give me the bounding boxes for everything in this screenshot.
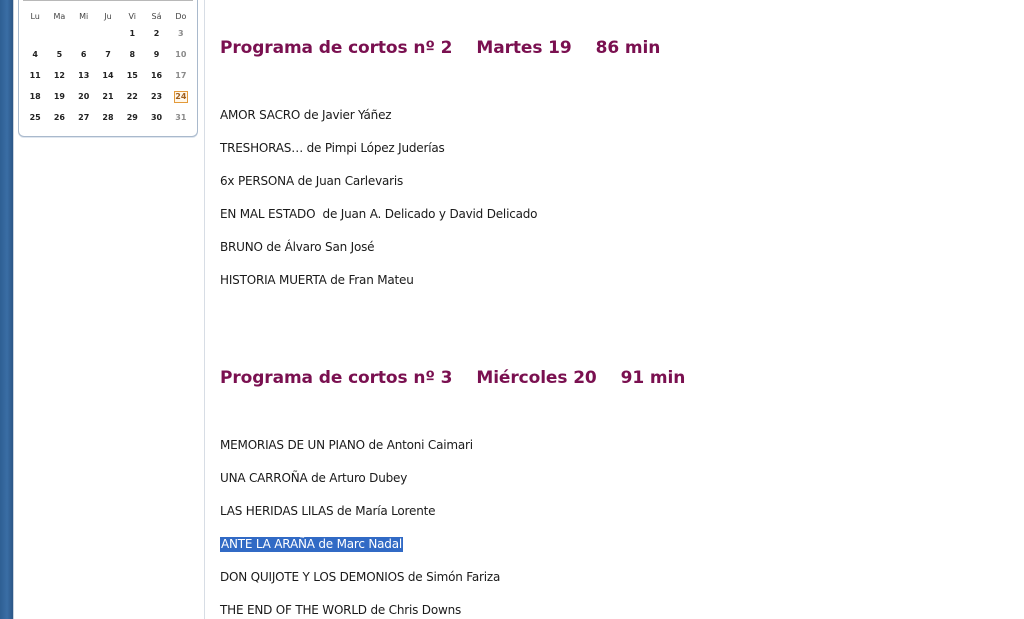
- program-heading: [220, 38, 660, 58]
- calendar-day[interactable]: 2: [153, 29, 160, 38]
- calendar-day[interactable]: 9: [153, 50, 160, 59]
- calendar-day[interactable]: 1: [129, 29, 136, 38]
- weekday-label: Ju: [104, 11, 112, 21]
- calendar-week-row: [23, 65, 193, 86]
- calendar-day[interactable]: 31: [175, 113, 187, 122]
- window-frame-strip: [0, 0, 13, 619]
- main-content: [220, 0, 1010, 619]
- program-duration: 91 min: [620, 368, 686, 388]
- program-title: Programa de cortos nº 2: [220, 38, 453, 58]
- calendar-day[interactable]: 26: [53, 113, 65, 122]
- calendar-day[interactable]: 11: [29, 71, 41, 80]
- short-film-item: LAS HERIDAS LILAS de María Lorente: [220, 504, 436, 518]
- short-film-item: MEMORIAS DE UN PIANO de Antoni Caimari: [220, 438, 473, 452]
- short-film-item: DON QUIJOTE Y LOS DEMONIOS de Simón Fariza: [220, 570, 501, 584]
- weekday-label: Do: [175, 11, 187, 21]
- calendar-day[interactable]: 20: [78, 92, 90, 101]
- short-film-item: EN MAL ESTADO de Juan A. Delicado y David Delicado: [220, 207, 538, 221]
- calendar-day[interactable]: 21: [102, 92, 114, 101]
- calendar-day[interactable]: 5: [56, 50, 63, 59]
- program-duration: 86 min: [595, 38, 661, 58]
- text-selection-highlight[interactable]: ANTE LA ARAÑA de Marc Nadal: [221, 537, 403, 551]
- short-film-item: THE END OF THE WORLD de Chris Downs: [220, 603, 462, 617]
- calendar-day[interactable]: 13: [78, 71, 90, 80]
- calendar-day-empty: [72, 23, 96, 44]
- calendar-day[interactable]: 14: [102, 71, 114, 80]
- calendar-day[interactable]: 23: [150, 92, 163, 101]
- calendar-day[interactable]: 17: [175, 71, 187, 80]
- weekday-label: Ma: [53, 11, 66, 21]
- calendar-week-row: [23, 44, 193, 65]
- short-film-item: TRESHORAS… de Pimpi López Juderías: [220, 141, 445, 155]
- calendar-day[interactable]: 19: [53, 92, 65, 101]
- short-film-item: HISTORIA MUERTA de Fran Mateu: [220, 273, 414, 287]
- calendar-grid: [23, 9, 193, 128]
- calendar-day-empty: [96, 23, 120, 44]
- weekday-label: Sá: [151, 11, 162, 21]
- program-heading: [220, 368, 685, 388]
- sidebar: [13, 0, 206, 619]
- calendar-day[interactable]: 15: [126, 71, 138, 80]
- program-day: Miércoles 20: [476, 368, 597, 388]
- short-film-item: 6x PERSONA de Juan Carlevaris: [220, 174, 404, 188]
- calendar-day[interactable]: 8: [129, 50, 136, 59]
- short-film-item: UNA CARROÑA de Arturo Dubey: [220, 471, 408, 485]
- calendar-day-today[interactable]: [169, 86, 193, 107]
- calendar-day[interactable]: 27: [78, 113, 90, 122]
- program-title: Programa de cortos nº 3: [220, 368, 453, 388]
- weekday-label: Mi: [79, 11, 89, 21]
- calendar-day[interactable]: 10: [175, 50, 187, 59]
- calendar-day-empty: [47, 23, 71, 44]
- calendar-day[interactable]: 4: [32, 50, 38, 59]
- calendar-week-row: [23, 107, 193, 128]
- short-film-item-selected[interactable]: [220, 537, 403, 551]
- calendar-widget: [18, 0, 198, 137]
- weekday-label: Vi: [128, 11, 137, 21]
- calendar-day-empty: [23, 23, 47, 44]
- calendar-day[interactable]: 6: [80, 50, 87, 59]
- calendar-day[interactable]: 18: [29, 92, 41, 101]
- sidebar-divider: [204, 0, 205, 619]
- short-film-item: BRUNO de Álvaro San José: [220, 240, 375, 254]
- weekday-label: Lu: [30, 11, 40, 21]
- calendar-day[interactable]: 30: [150, 113, 163, 122]
- calendar-weekday-row: [23, 9, 193, 23]
- calendar-day[interactable]: 25: [29, 113, 41, 122]
- calendar-day[interactable]: 3: [178, 29, 184, 38]
- calendar-week-row: [23, 86, 193, 107]
- calendar-week-row: [23, 23, 193, 44]
- program-day: Martes 19: [476, 38, 572, 58]
- calendar-day[interactable]: 16: [150, 71, 163, 80]
- calendar-day[interactable]: 28: [102, 113, 114, 122]
- calendar-day[interactable]: 22: [126, 92, 138, 101]
- calendar-header: [23, 0, 193, 1]
- calendar-day[interactable]: 7: [105, 50, 111, 59]
- calendar-day[interactable]: 29: [126, 113, 138, 122]
- short-film-item: AMOR SACRO de Javier Yáñez: [220, 108, 392, 122]
- today-marker[interactable]: 24: [175, 91, 187, 101]
- calendar-day[interactable]: 12: [53, 71, 65, 80]
